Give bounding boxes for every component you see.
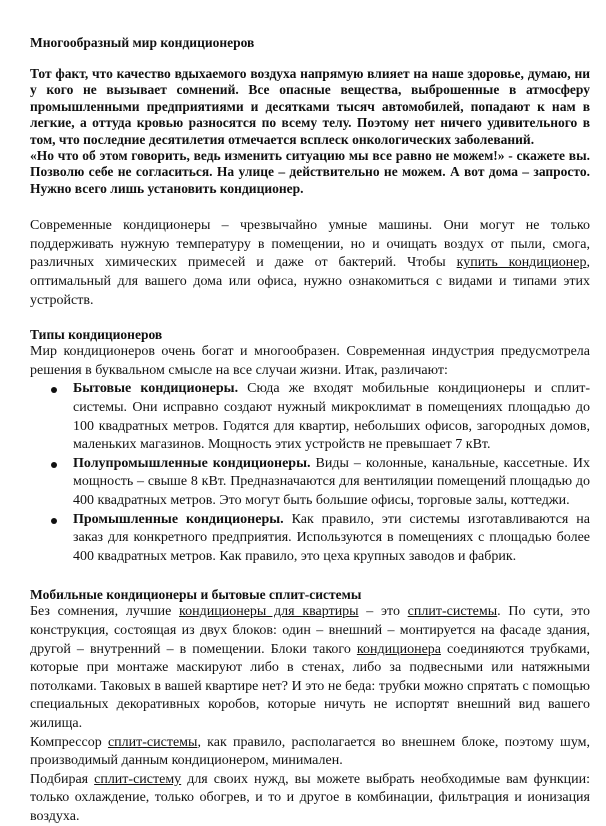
mobile-paragraph-2: Компрессор сплит-системы, как правило, располагается во внешнем блоке, поэтому шум, производимый данным кондиционером, минимален. [30, 734, 590, 769]
split-systems-link[interactable]: сплит-системы [407, 604, 498, 620]
list-item: Бытовые кондиционеры. Сюда же входят мобильные кондиционеры и сплит-системы. Они исправно создают нужный микроклимат в помещениях площадью до 100 квадратных метров. Годятся для квартир, небольших офисов, загородных домов, маленьких магазинов. Мощность этих устройств не превышает 7 кВт. [73, 380, 590, 454]
mobile-heading: Мобильные кондиционеры и бытовые сплит-системы [30, 587, 362, 603]
types-intro: Мир кондиционеров очень богат и многообразен. Современная индустрия предусмотрела решения в буквальном смысле на все случаи жизни. Итак, различают: [30, 344, 590, 378]
choose-split-system-link[interactable]: сплит-систему [94, 771, 182, 787]
list-item: Полупромышленные кондиционеры. Виды – колонные, канальные, кассетные. Их мощность – свыше 8 кВт. Предназначаются для вентиляции помещений площадью до 400 квадратных метров. Это могут быть большие офисы, торговые залы, коттеджи. [73, 455, 590, 511]
document-title: Многообразный мир кондиционеров [30, 35, 255, 50]
types-list [30, 380, 590, 566]
split-system-link[interactable]: сплит-системы [107, 734, 198, 750]
mobile-paragraph-1: Без сомнения, лучшие кондиционеры для квартиры – это сплит-системы. По сути, это конструкция, состоящая из двух блоков: один – внешний – монтируется на фасаде здания, другой – внутренний – в помещении. Блоки такого кондиционера соединяются трубками, которые при монтаже маскируют либо в стенах, либо за подвесными или натяжными потолками. Таковых в вашей квартире нет? И это не беда: трубки можно спрятать с помощью специальных декоративных коробов, которые ничуть не испортят внешний вид вашего жилища. [30, 604, 590, 731]
intro-paragraph-2: «Но что об этом говорить, ведь изменить ситуацию мы все равно не можем!» - скажете вы. Позволю себе не согласиться. На улице – действительно не можем. А вот дома – запросто. Нужно всего лишь установить кондиционер. [30, 148, 590, 196]
intro-paragraph-1: Тот факт, что качество вдыхаемого воздуха напрямую влияет на наше здоровье, думаю, ни у кого не вызывает сомнений. Все опасные вещества, выброшенные в атмосферу промышленными предприятиями и десятками тысяч автомобилей, попадают к нам в легкие, а оттуда кровью разносятся по всему телу. Поэтому нет ничего удивительного в том, что последние десятилетия отмечается всплеск онкологических заболеваний. [30, 66, 590, 147]
buy-conditioner-link[interactable]: купить кондиционер [456, 255, 587, 271]
apartment-conditioners-link[interactable]: кондиционеры для квартиры [179, 604, 359, 620]
modern-paragraph: Современные кондиционеры – чрезвычайно умные машины. Они могут не только поддерживать нужную температуру в помещении, но и очищать воздух от пыли, смога, различных химических примесей и даже от бактерий. Чтобы купить кондиционер, оптимальный для вашего дома или офиса, нужно ознакомиться с видами и типами этих устройств. [30, 218, 590, 308]
mobile-paragraph-3: Подбирая сплит-систему для своих нужд, вы можете выбрать необходимые вам функции: только охлаждение, только обогрев, и то и другое в комбинации, фильтрация и ионизация воздуха. [30, 771, 590, 824]
list-item: Промышленные кондиционеры. Как правило, эти системы изготавливаются на заказ для конкретного предприятия. Используются в помещениях с площадью более 400 квадратных метров. Как правило, это цеха крупных заводов и фабрик. [73, 511, 590, 567]
conditioner-link[interactable]: кондиционера [356, 641, 441, 657]
intro-block [30, 66, 590, 197]
types-heading: Типы кондиционеров [30, 327, 163, 343]
document-page [30, 34, 590, 826]
